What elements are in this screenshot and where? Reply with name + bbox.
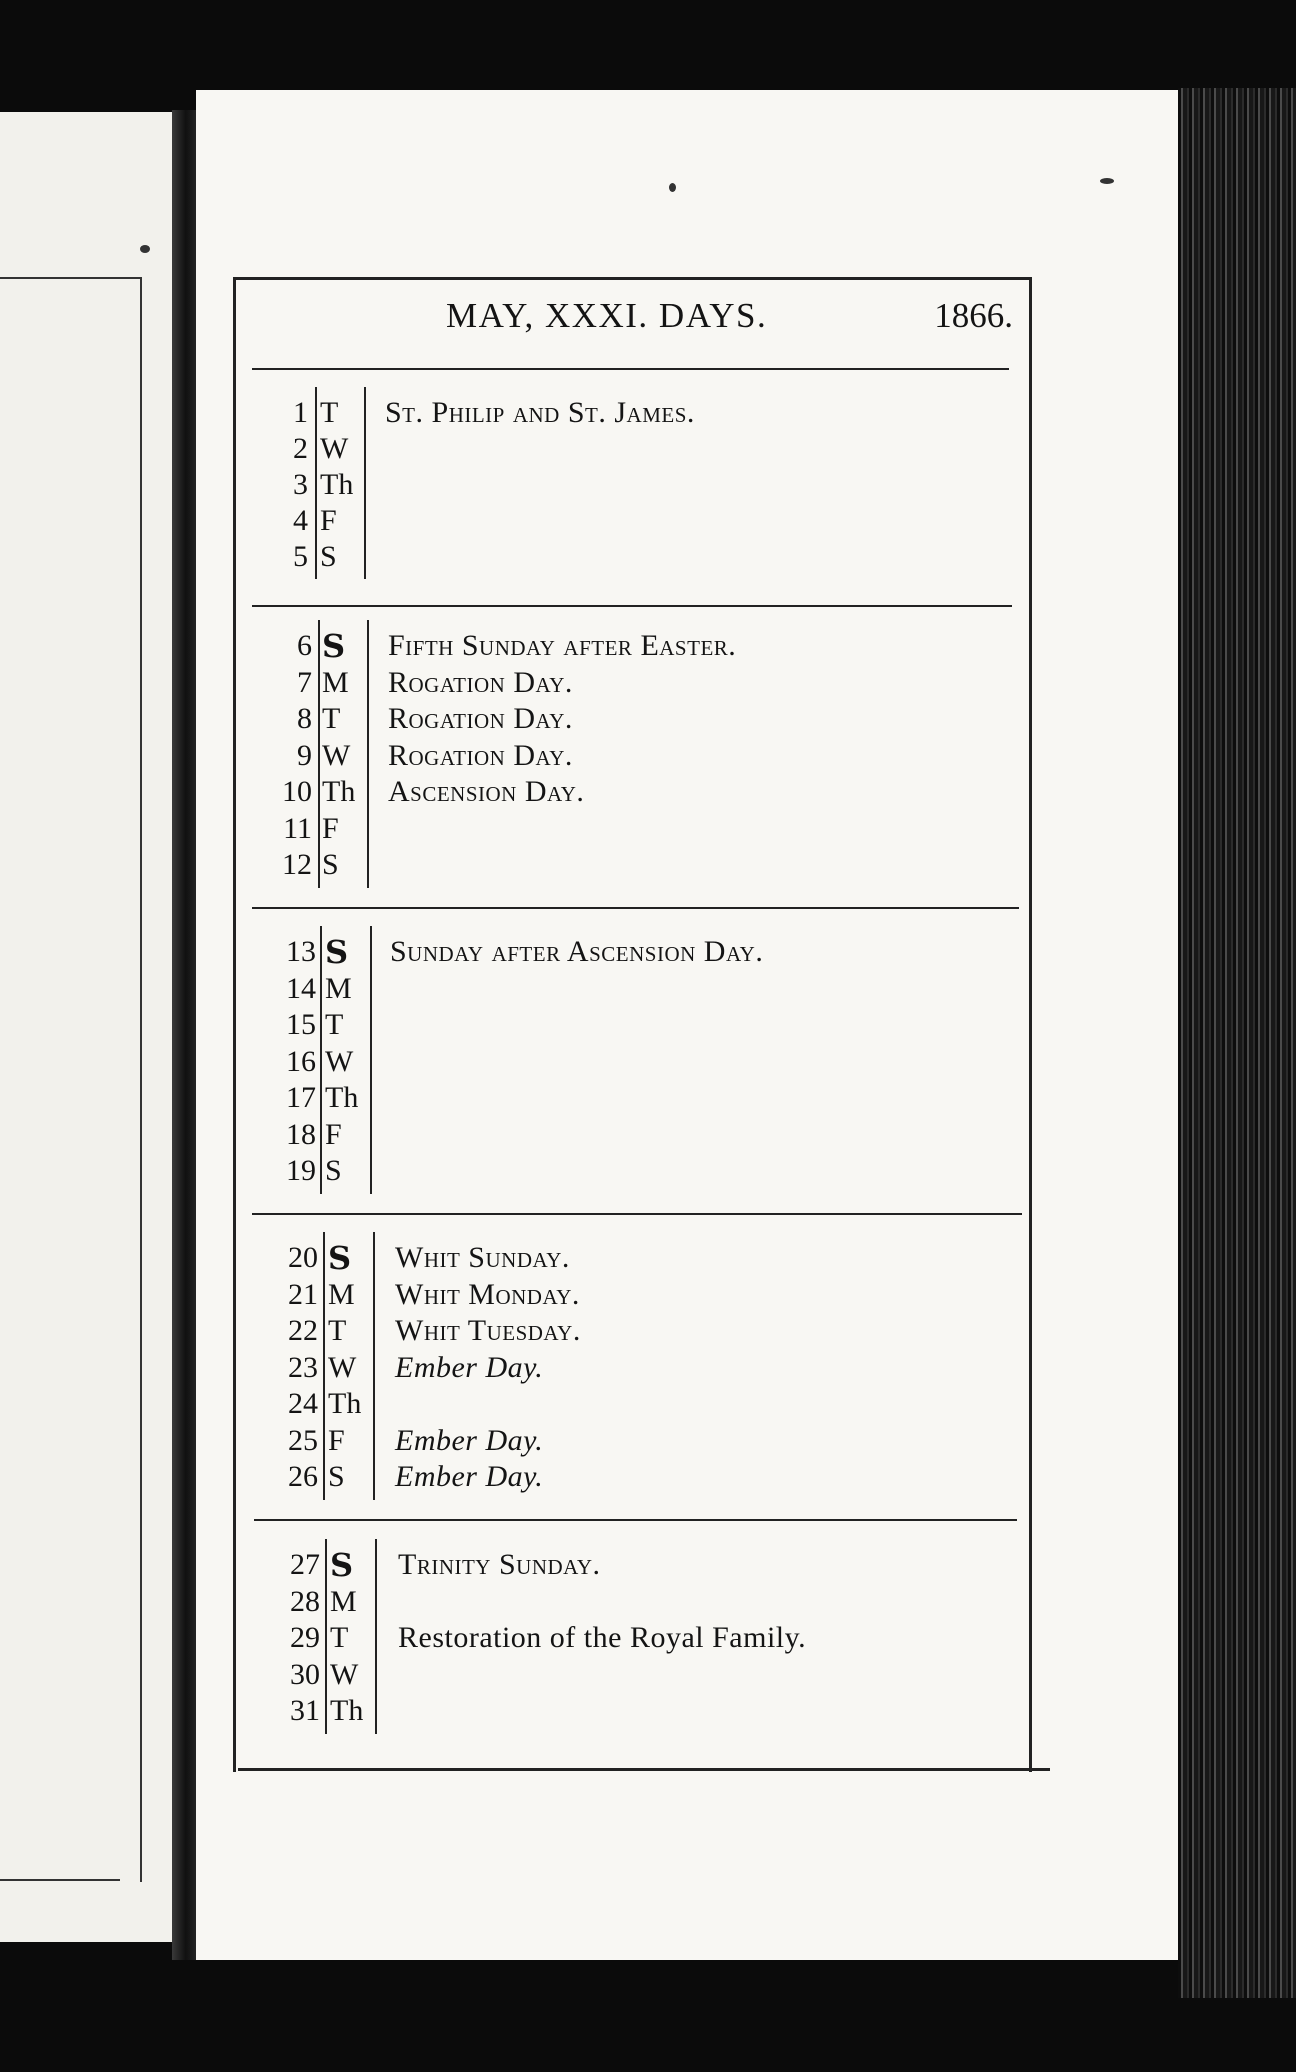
observance-text: Ember Day.	[395, 1460, 544, 1493]
observance-text: Rogation Day.	[388, 665, 573, 699]
day-number: 18	[286, 1117, 316, 1151]
observance-text: Whit Tuesday.	[395, 1314, 581, 1347]
day-number: 27	[290, 1548, 320, 1581]
day-number: 15	[286, 1008, 316, 1041]
left-page-rule	[140, 277, 142, 1882]
weekday-letter: T	[325, 1008, 344, 1041]
weekday-letter: S	[320, 540, 337, 573]
day-number: 21	[288, 1277, 318, 1311]
day-number: 7	[297, 665, 312, 699]
print-speck	[1100, 178, 1114, 184]
weekday-column-rule	[318, 620, 320, 888]
day-number: 6	[297, 629, 312, 662]
page-title: MAY, XXXI. DAYS.	[446, 296, 768, 335]
week-separator-rule	[252, 1213, 1022, 1215]
weekday-letter: Th	[328, 1387, 362, 1420]
day-number: 12	[282, 848, 312, 881]
observance-text: Whit Sunday.	[395, 1241, 570, 1274]
weekday-letter: S	[325, 933, 349, 971]
day-number: 17	[286, 1081, 316, 1114]
weekday-letter: T	[330, 1621, 349, 1654]
page-year: 1866.	[934, 296, 1013, 335]
day-number: 11	[283, 811, 312, 845]
event-column-rule	[364, 387, 366, 579]
page-edges	[1178, 88, 1296, 1998]
weekday-letter: Th	[320, 468, 354, 501]
weekday-letter: W	[330, 1657, 359, 1691]
left-page	[0, 112, 175, 1942]
weekday-letter: S	[330, 1546, 354, 1584]
day-number: 3	[293, 468, 308, 501]
day-number: 26	[288, 1460, 318, 1493]
weekday-letter: F	[320, 504, 337, 537]
weekday-letter: S	[328, 1239, 352, 1277]
weekday-letter: F	[328, 1423, 345, 1457]
weekday-letter: S	[322, 848, 339, 881]
day-number: 5	[293, 540, 308, 573]
print-speck	[140, 245, 150, 253]
day-number: 8	[297, 702, 312, 735]
observance-text: Rogation Day.	[388, 738, 573, 772]
day-number: 1	[293, 396, 308, 429]
day-number: 9	[297, 738, 312, 772]
observance-text: Ascension Day.	[388, 775, 585, 808]
page-header	[238, 296, 1018, 346]
observance-text: Restoration of the Royal Family.	[398, 1621, 807, 1654]
weekday-letter: W	[322, 738, 351, 772]
weekday-letter: T	[320, 396, 339, 429]
weekday-letter: S	[322, 627, 346, 665]
weekday-letter: W	[325, 1044, 354, 1078]
weekday-letter: M	[322, 665, 349, 699]
weekday-letter: S	[328, 1460, 345, 1493]
weekday-letter: S	[325, 1154, 342, 1187]
week-separator-rule	[254, 1519, 1017, 1521]
day-number: 29	[290, 1621, 320, 1654]
day-number: 22	[288, 1314, 318, 1347]
frame-rule-bottom	[238, 1768, 1050, 1771]
observance-text: Fifth Sunday after Easter.	[388, 629, 737, 662]
event-column-rule	[367, 620, 369, 888]
frame-rule-top	[233, 277, 1031, 280]
observance-text: Trinity Sunday.	[398, 1548, 601, 1581]
weekday-letter: T	[322, 702, 341, 735]
book-gutter	[172, 110, 197, 1960]
day-number: 14	[286, 971, 316, 1005]
day-number: 30	[290, 1657, 320, 1691]
weekday-letter: W	[328, 1350, 357, 1384]
weekday-letter: W	[320, 432, 349, 465]
frame-rule-right	[1029, 277, 1032, 1772]
header-rule	[252, 368, 1009, 370]
left-page-rule	[0, 1879, 120, 1881]
weekday-column-rule	[325, 1539, 327, 1734]
weekday-letter: M	[325, 971, 352, 1005]
weekday-letter: Th	[322, 775, 356, 808]
weekday-column-rule	[323, 1232, 325, 1500]
weekday-letter: T	[328, 1314, 347, 1347]
observance-text: Ember Day.	[395, 1350, 544, 1384]
day-number: 24	[288, 1387, 318, 1420]
day-number: 4	[293, 504, 308, 537]
event-column-rule	[370, 926, 372, 1194]
day-number: 2	[293, 432, 308, 465]
weekday-column-rule	[315, 387, 317, 579]
print-speck	[669, 183, 676, 192]
day-number: 10	[282, 775, 312, 808]
week-separator-rule	[252, 907, 1019, 909]
day-number: 20	[288, 1241, 318, 1274]
day-number: 13	[286, 935, 316, 968]
day-number: 23	[288, 1350, 318, 1384]
day-number: 28	[290, 1584, 320, 1618]
observance-text: Sunday after Ascension Day.	[390, 935, 764, 968]
weekday-letter: M	[330, 1584, 357, 1618]
day-number: 16	[286, 1044, 316, 1078]
weekday-letter: Th	[330, 1694, 364, 1727]
observance-text: St. Philip and St. James.	[385, 396, 695, 429]
week-separator-rule	[252, 605, 1012, 607]
weekday-letter: F	[322, 811, 339, 845]
event-column-rule	[373, 1232, 375, 1500]
day-number: 19	[286, 1154, 316, 1187]
day-number: 25	[288, 1423, 318, 1457]
left-page-rule	[0, 277, 140, 279]
weekday-column-rule	[320, 926, 322, 1194]
frame-rule-left	[233, 277, 236, 1772]
weekday-letter: F	[325, 1117, 342, 1151]
day-number: 31	[290, 1694, 320, 1727]
observance-text: Ember Day.	[395, 1423, 544, 1457]
observance-text: Rogation Day.	[388, 702, 573, 735]
event-column-rule	[375, 1539, 377, 1734]
weekday-letter: M	[328, 1277, 355, 1311]
weekday-letter: Th	[325, 1081, 359, 1114]
observance-text: Whit Monday.	[395, 1277, 580, 1311]
